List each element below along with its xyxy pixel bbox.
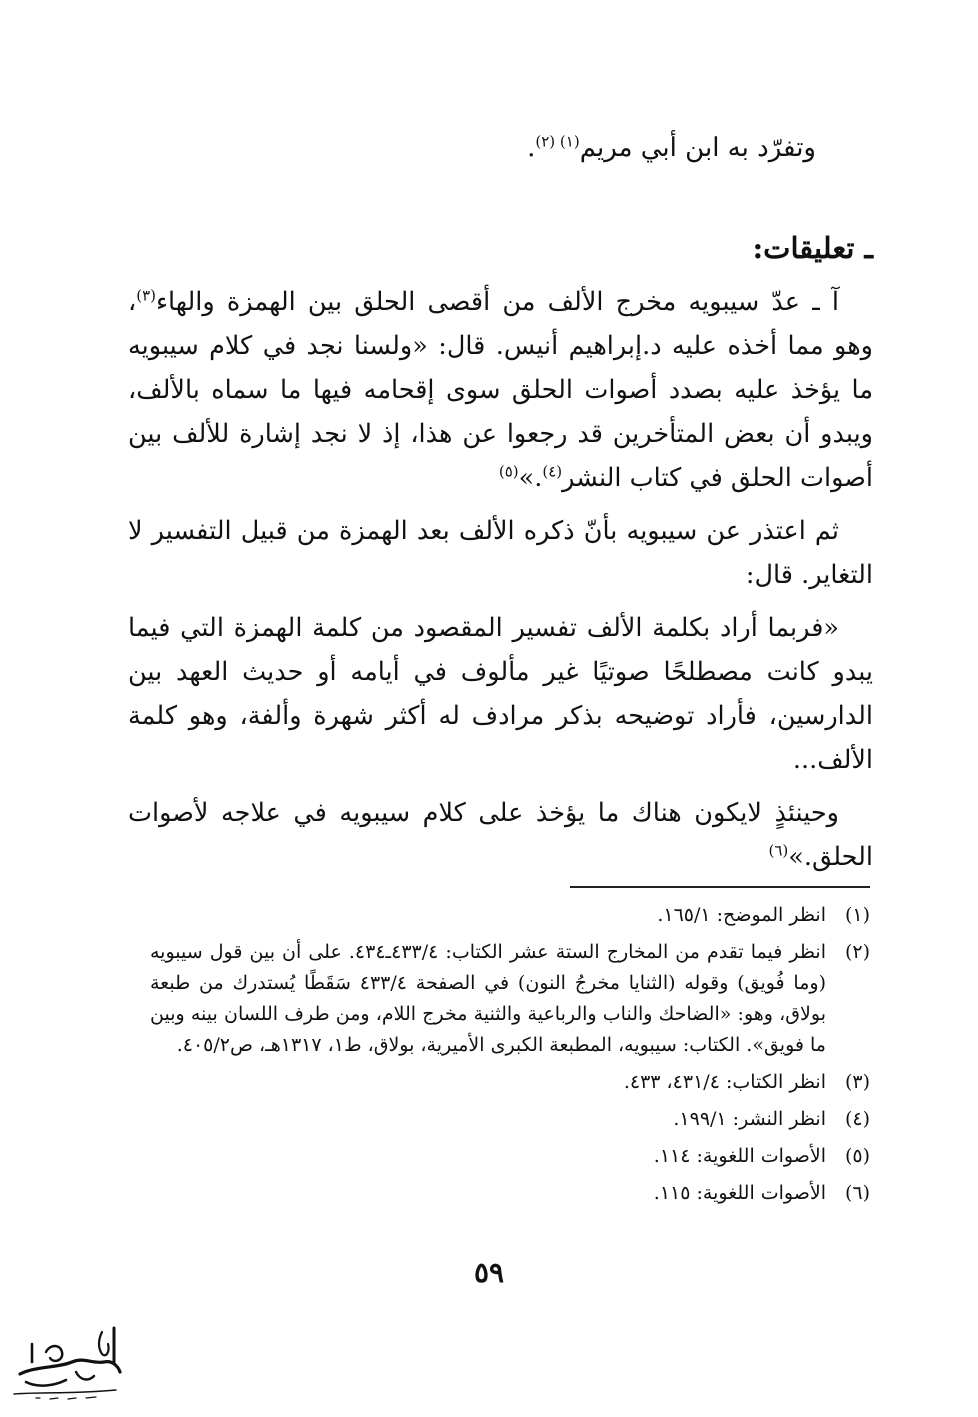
footnote-2 xyxy=(150,937,870,1061)
paragraph-1-part-b: ، وهو مما أخذه عليه د.إبراهيم أنيس. قال: «ولسنا نجد في كلام سيبويه ما يؤخذ عليه بصدد أصوات الحلق سوى إقحامه فيها ما سماه بالألف، ويبدو أن بعض المتأخرين قد رجعوا عن هذا، إذ لا نجد إشارة للألف بين أصوات الحلق في كتاب النشر xyxy=(128,287,873,493)
footnote-text: الأصوات اللغوية: ١١٥. xyxy=(653,1182,826,1204)
footnote-number: (١) xyxy=(844,904,870,926)
page-number: ٥٩ xyxy=(473,1256,505,1289)
footnote-text: انظر الموضح: ١٦٥/١. xyxy=(657,904,826,926)
footnote-ref-1-2[interactable]: (١) (٢) xyxy=(535,132,580,151)
footnote-ref-5[interactable]: (٥) xyxy=(498,462,519,481)
paragraph-3: «فربما أراد بكلمة الألف تفسير المقصود من كلمة الهمزة التي فيما يبدو كانت مصطلحًا صوتيًا غير مألوف في أيامه أو حديث العهد بين الدارسين، فأراد توضيحه بذكر مرادف له أكثر شهرة وألفة، وهو كلمة الألف... xyxy=(128,613,873,775)
footnote-3 xyxy=(150,1067,870,1098)
footnote-ref-6[interactable]: (٦) xyxy=(768,841,789,860)
footnote-ref-3[interactable]: (٣) xyxy=(136,286,157,305)
intro-text: وتفرّد به ابن أبي مريم xyxy=(579,133,816,163)
footnote-number: (٤) xyxy=(844,1108,870,1130)
footnote-text: الأصوات اللغوية: ١١٤. xyxy=(653,1145,826,1167)
footnote-number: (٥) xyxy=(844,1145,870,1167)
paragraph-1-part-a: آ ـ عدّ سيبويه مخرج الألف من أقصى الحلق بين الهمزة والهاء xyxy=(156,287,839,317)
footnote-text: انظر الكتاب: ٤٣١/٤، ٤٣٣. xyxy=(623,1071,826,1093)
footnote-6 xyxy=(150,1178,870,1209)
footnote-ref-4[interactable]: (٤) xyxy=(542,462,563,481)
paragraph-4-text: وحينئذٍ لايكون هناك ما يؤخذ على كلام سيبويه في علاجه لأصوات الحلق.» xyxy=(128,798,873,872)
footnote-4 xyxy=(150,1104,870,1135)
footnote-number: (٣) xyxy=(844,1071,870,1093)
section-heading: ـ تعليقات: xyxy=(752,231,873,265)
footnote-number: (٦) xyxy=(844,1182,870,1204)
paragraph-2: ثم اعتذر عن سيبويه بأنّ ذكره الألف بعد الهمزة من قبيل التفسير لا التغاير. قال: xyxy=(128,516,873,590)
paragraph-4 xyxy=(128,791,873,879)
library-stamp-logo xyxy=(6,1322,126,1408)
intro-line xyxy=(116,128,816,168)
paragraph-1-part-c: .» xyxy=(518,463,543,493)
footnote-text: انظر النشر: ١٩٩/١. xyxy=(673,1108,826,1130)
footnote-divider xyxy=(570,886,870,888)
footnotes xyxy=(150,900,870,1215)
body-text xyxy=(128,280,873,888)
footnote-1 xyxy=(150,900,870,931)
footnote-5 xyxy=(150,1141,870,1172)
paragraph-1 xyxy=(128,280,873,500)
footnote-text: انظر فيما تقدم من المخارج الستة عشر الكتاب: ٤٣٣/٤ـ٤٣٤. على أن بين قول سيبويه (وما فُويق) وقوله (الثنايا مخرجُ النون) في الصفحة ٤٣٣/٤ سَقَطًا يُستدرك من طبعة بولاق، وهو: «الضاحك والناب والرباعية والثنية مخرج اللام، ومن طرف اللسان بينه وبين ما فويق». الكتاب: سيبويه، المطبعة الكبرى الأميرية، بولاق، ط١، ١٣١٧هـ، ص٤٠٥/٢. xyxy=(150,941,826,1056)
footnote-number: (٢) xyxy=(844,941,870,963)
intro-end: . xyxy=(527,133,536,163)
